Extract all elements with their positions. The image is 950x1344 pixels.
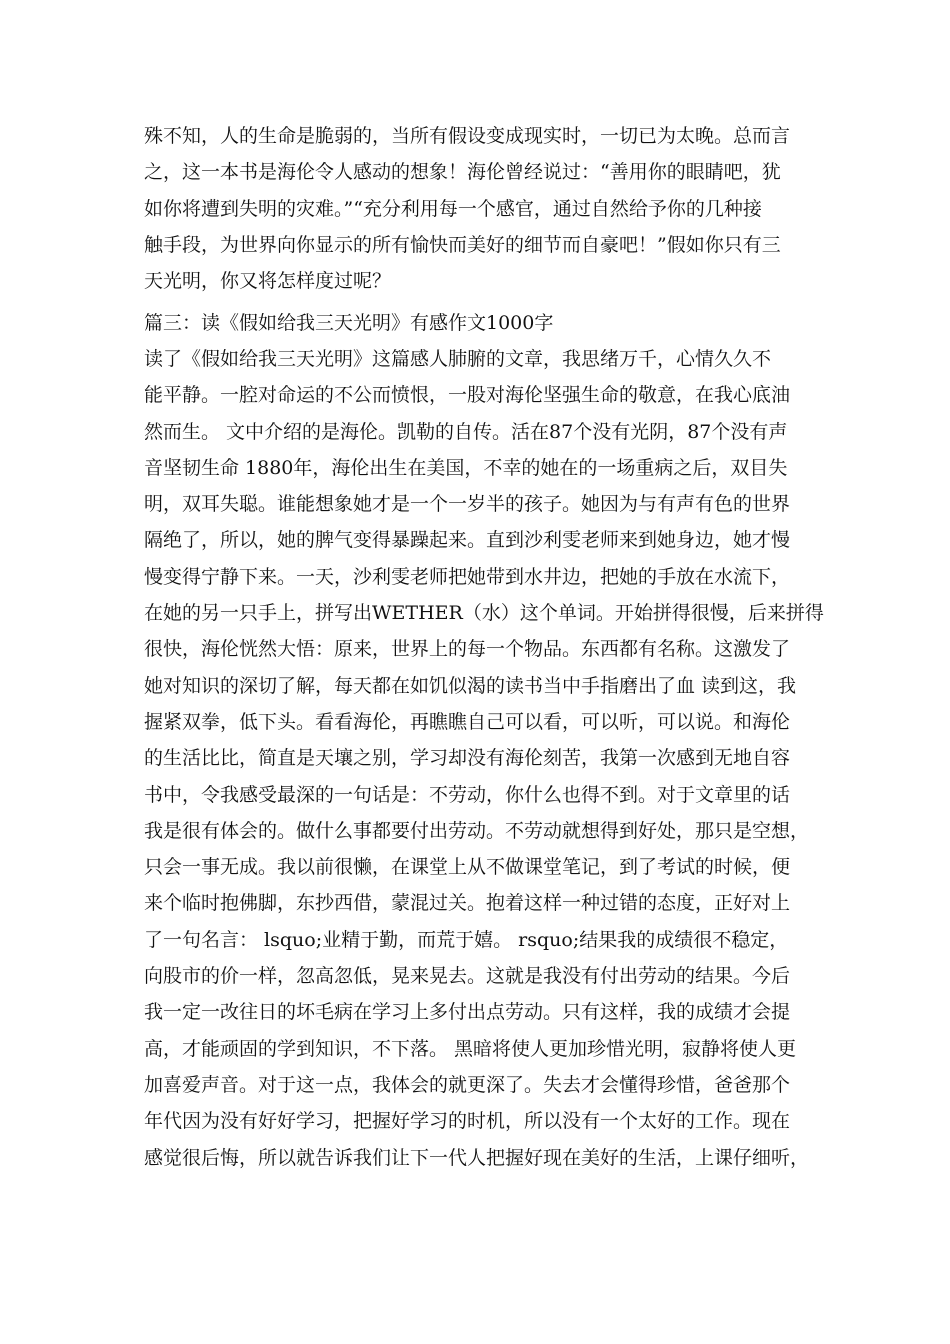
text-line: 殊不知，人的生命是脆弱的，当所有假设变成现实时，一切已为太晚。总而言 xyxy=(144,125,791,147)
text-line: 触手段，为世界向你显示的所有愉快而美好的细节而自豪吧！”假如你只有三 xyxy=(144,233,781,256)
section-heading: 篇三：读《假如给我三天光明》有感作文1000字 xyxy=(144,312,554,334)
essay-body xyxy=(144,341,824,1176)
text-line: 来个临时抱佛脚，东抄西借，蒙混过关。抱着这样一种过错的态度，正好对上 xyxy=(144,892,791,915)
text-line: 书中，令我感受最深的一句话是：不劳动，你什么也得不到。对于文章里的话 xyxy=(144,783,791,806)
text-line: 只会一事无成。我以前很懒，在课堂上从不做课堂笔记，到了考试的时候，便 xyxy=(144,856,791,879)
text-line: 的生活比比，简直是天壤之别，学习却没有海伦刻苦，我第一次感到无地自容 xyxy=(144,747,791,770)
text-line: 年代因为没有好好学习，把握好学习的时机，所以没有一个太好的工作。现在 xyxy=(144,1110,791,1133)
text-line: 向股市的价一样，忽高忽低，晃来晃去。这就是我没有付出劳动的结果。今后 xyxy=(144,965,791,988)
text-line: 如你将遭到失明的灾难。”“充分利用每一个感官，通过自然给予你的几种接 xyxy=(144,197,762,220)
text-line: 高，才能顽固的学到知识，不下落。 黑暗将使人更加珍惜光明，寂静将使人更 xyxy=(144,1037,797,1060)
text-line: 她对知识的深切了解，每天都在如饥似渴的读书当中手指磨出了血 读到这，我 xyxy=(144,674,797,697)
text-line: 音坚韧生命 1880年，海伦出生在美国，不幸的她在的一场重病之后，双目失 xyxy=(144,456,788,479)
text-line: 明，双耳失聪。谁能想象她才是一个一岁半的孩子。她因为与有声有色的世界 xyxy=(144,493,791,516)
text-line: 了一句名言： lsquo;业精于勤，而荒于嬉。 rsquo;结果我的成绩很不稳定， xyxy=(144,928,789,951)
text-line: 我是很有体会的。做什么事都要付出劳动。不劳动就想得到好处，那只是空想， xyxy=(144,819,810,842)
text-line: 慢变得宁静下来。一天，沙利雯老师把她带到水井边，把她的手放在水流下， xyxy=(144,565,791,588)
text-line: 隔绝了，所以，她的脾气变得暴躁起来。直到沙利雯老师来到她身边，她才慢 xyxy=(144,529,791,552)
text-line: 能平静。一腔对命运的不公而愤恨，一股对海伦坚强生命的敬意，在我心底油 xyxy=(144,384,791,407)
text-line: 天光明，你又将怎样度过呢？ xyxy=(144,270,392,293)
paragraph-continuation xyxy=(144,118,814,299)
text-line: 在她的另一只手上，拼写出WETHER（水）这个单词。开始拼得很慢，后来拼得 xyxy=(144,602,824,625)
text-line: 读了《假如给我三天光明》这篇感人肺腑的文章，我思绪万千，心情久久不 xyxy=(144,348,772,370)
text-line: 加喜爱声音。对于这一点，我体会的就更深了。失去才会懂得珍惜，爸爸那个 xyxy=(144,1073,791,1096)
text-line: 很快，海伦恍然大悟：原来，世界上的每一个物品。东西都有名称。这激发了 xyxy=(144,638,791,661)
text-line: 握紧双拳，低下头。看看海伦，再瞧瞧自己可以看，可以听，可以说。和海伦 xyxy=(144,710,791,733)
text-line: 感觉很后悔，所以就告诉我们让下一代人把握好现在美好的生活，上课仔细听， xyxy=(144,1146,810,1169)
text-line: 我一定一改往日的坏毛病在学习上多付出点劳动。只有这样，我的成绩才会提 xyxy=(144,1001,791,1024)
text-line: 之，这一本书是海伦令人感动的想象！海伦曾经说过：“善用你的眼睛吧，犹 xyxy=(144,161,781,184)
text-line: 然而生。 文中介绍的是海伦。凯勒的自传。活在87个没有光阴，87个没有声 xyxy=(144,420,788,443)
section-heading-block xyxy=(144,305,814,341)
